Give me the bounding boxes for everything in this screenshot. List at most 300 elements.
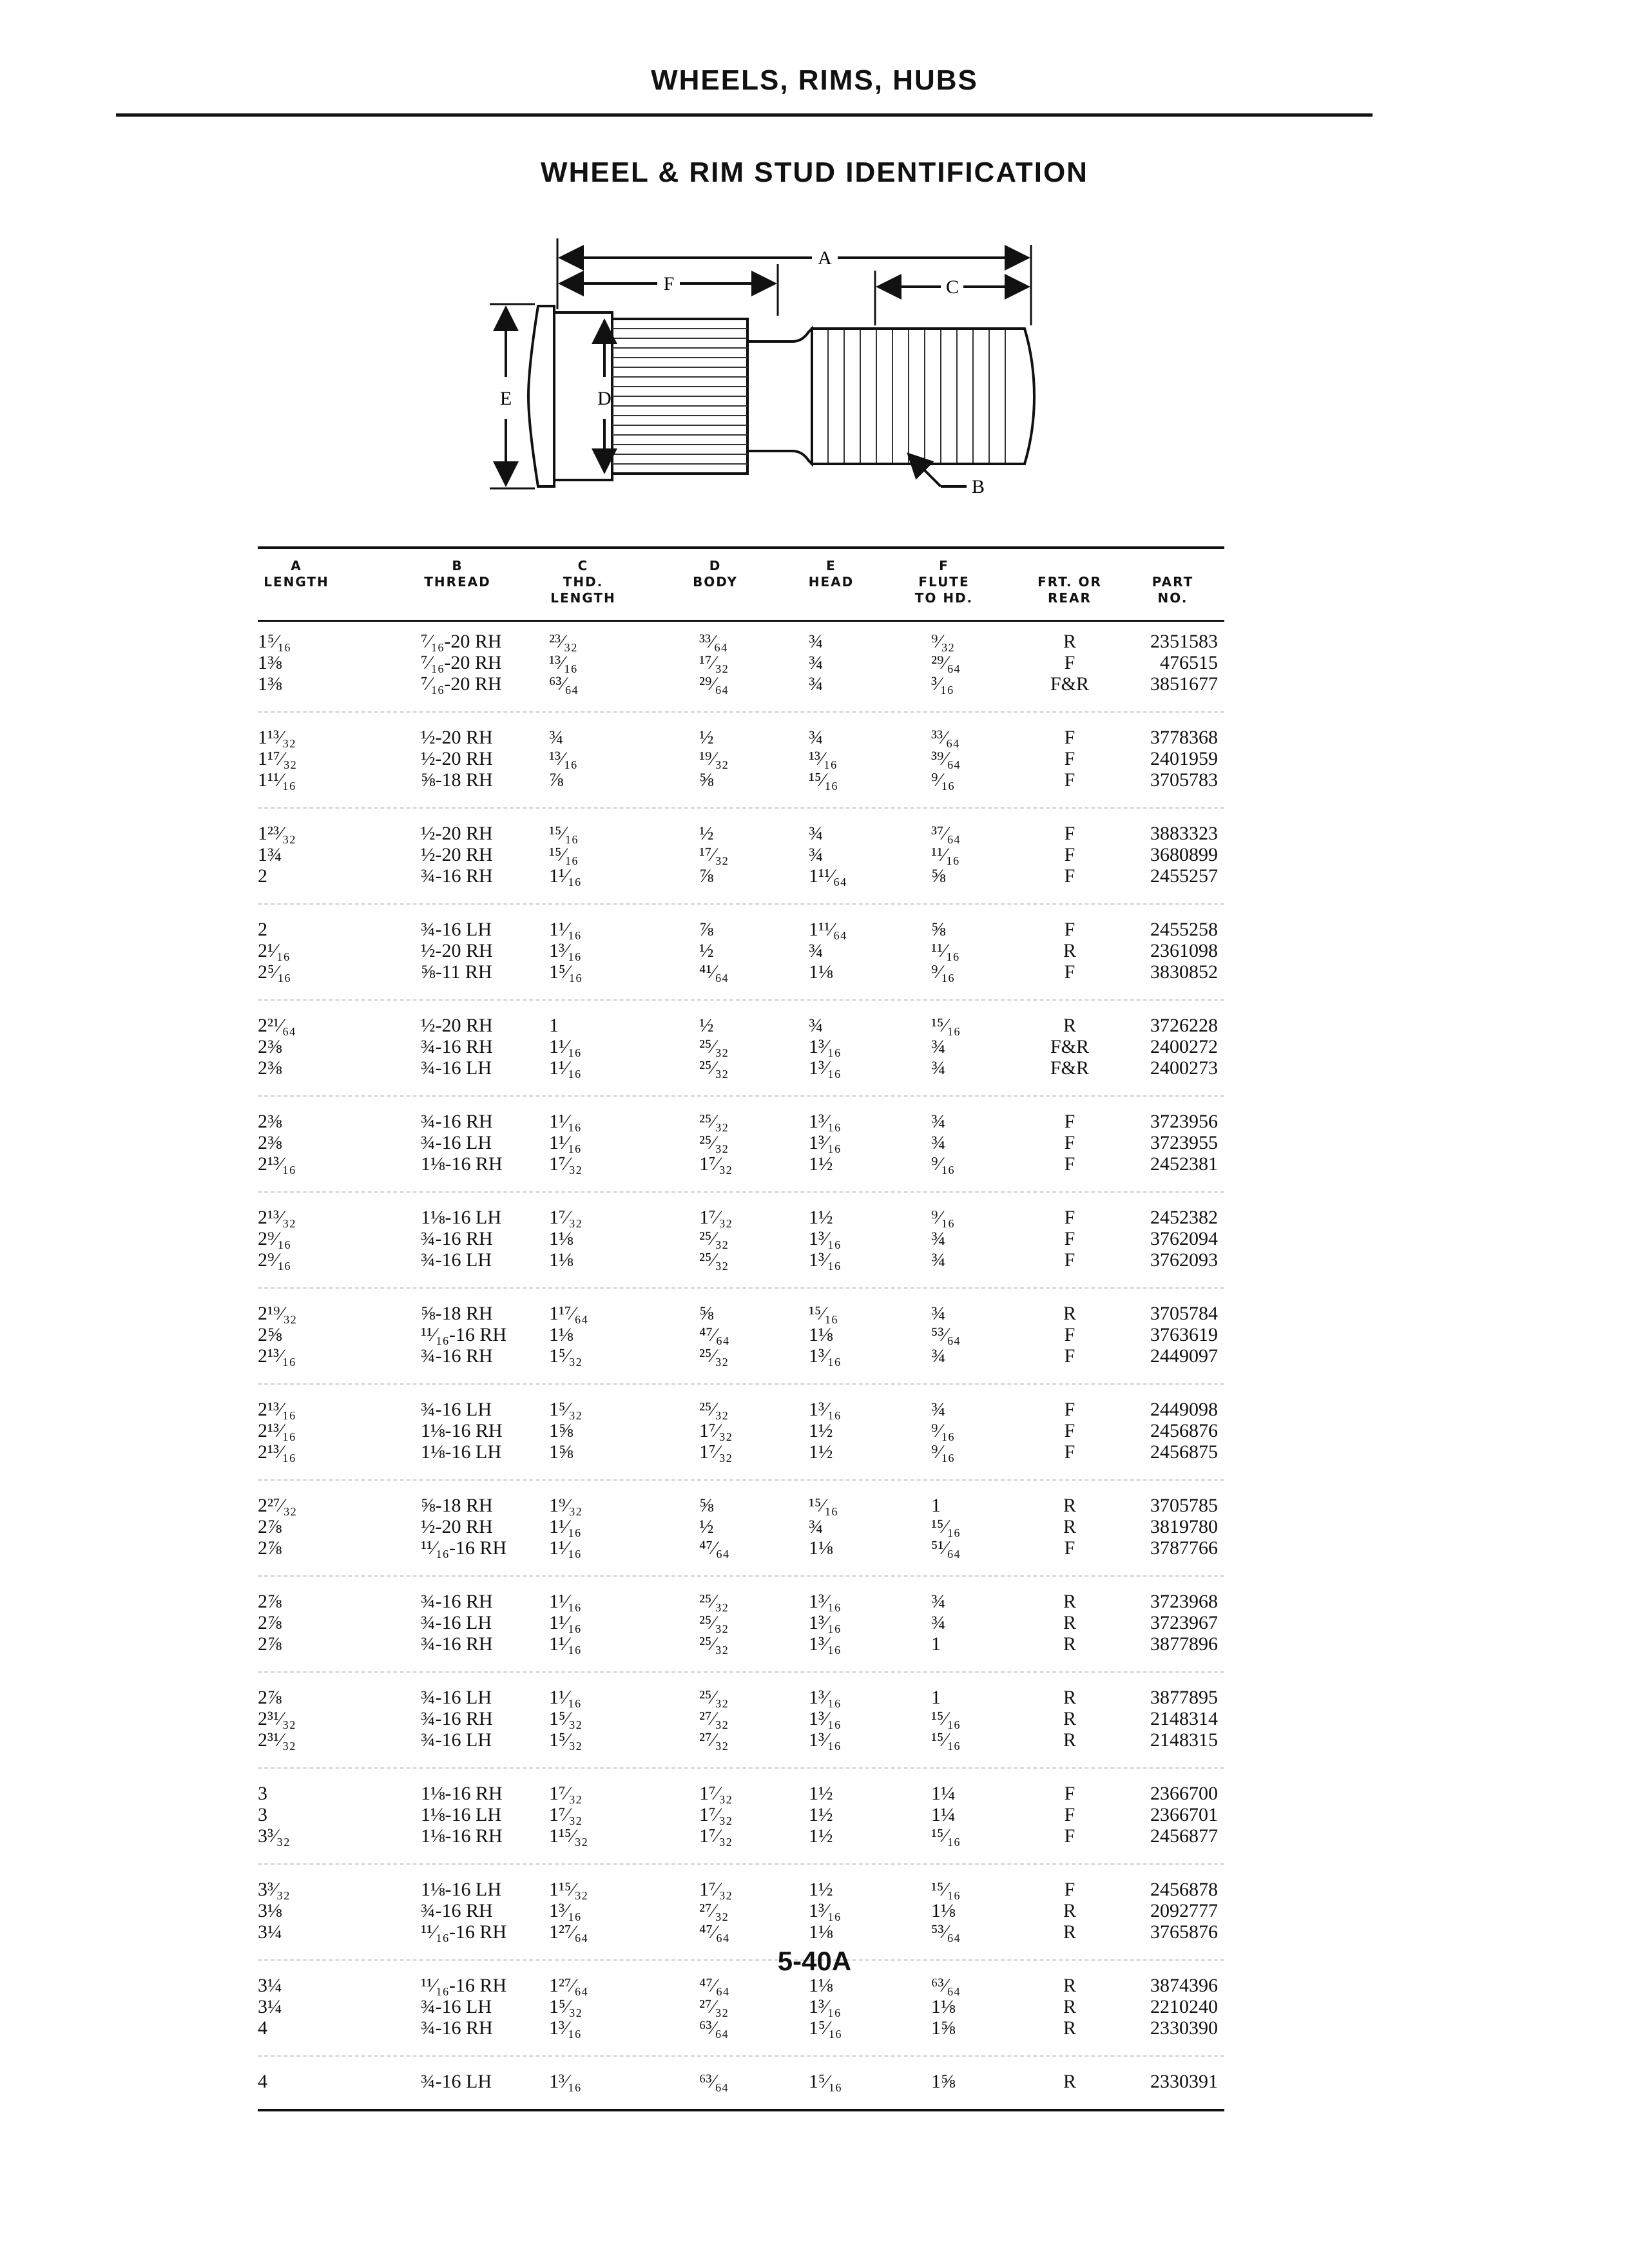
col-header-length: A LENGTH <box>264 558 329 590</box>
cell-thd-length: ⅞ <box>549 769 564 791</box>
cell-length: 2¹³⁄₃₂ <box>258 1207 296 1228</box>
cell-thread: ⅝-18 RH <box>421 769 493 791</box>
cell-front-rear: R <box>1063 1687 1076 1708</box>
dim-label-a: A <box>818 247 832 269</box>
cell-front-rear: R <box>1063 631 1076 652</box>
cell-body: ²⁵⁄₃₂ <box>699 1399 729 1420</box>
table-row <box>258 652 1224 673</box>
cell-front-rear: F <box>1064 1207 1075 1228</box>
row-group <box>258 1577 1224 1673</box>
cell-part-no: 3874396 <box>1150 1975 1218 1996</box>
table-row <box>258 1591 1224 1612</box>
cell-thd-length: 1¹⁄₁₆ <box>549 1132 581 1153</box>
table-row <box>258 2017 1224 2039</box>
cell-body: ⅝ <box>699 769 714 791</box>
table-row <box>258 1708 1224 1729</box>
cell-length: 3¼ <box>258 1996 282 2017</box>
cell-thread: ¹¹⁄₁₆-16 RH <box>421 1537 507 1559</box>
table-row <box>258 1495 1224 1516</box>
cell-thd-length: ¹⁵⁄₁₆ <box>549 823 579 844</box>
cell-thread: ¾-16 RH <box>421 1036 493 1057</box>
table-row <box>258 865 1224 887</box>
cell-thd-length: 1 <box>549 1015 559 1036</box>
row-group <box>258 1481 1224 1577</box>
row-group <box>258 1001 1224 1097</box>
cell-thread: ¹¹⁄₁₆-16 RH <box>421 1975 507 1996</box>
cell-length: 2⅞ <box>258 1633 282 1655</box>
cell-body: ¹⁹⁄₃₂ <box>699 748 729 769</box>
cell-length: 2 <box>258 865 267 887</box>
table-row <box>258 1537 1224 1559</box>
cell-front-rear: F <box>1064 1537 1075 1559</box>
cell-head: 1³⁄₁₆ <box>809 1057 841 1079</box>
table-row <box>258 940 1224 961</box>
cell-thread: ¾-16 RH <box>421 1111 493 1132</box>
cell-thread: ¾-16 LH <box>421 1249 492 1271</box>
cell-front-rear: F <box>1064 727 1075 748</box>
cell-front-rear: F <box>1064 652 1075 673</box>
cell-flute-to-head: 1⅝ <box>931 2017 956 2039</box>
cell-thd-length: 1¹⁄₁₆ <box>549 1111 581 1132</box>
cell-thd-length: 1⁵⁄₃₂ <box>549 1708 583 1729</box>
cell-thread: ¹¹⁄₁₆-16 RH <box>421 1921 507 1943</box>
cell-body: ¹⁷⁄₃₂ <box>699 652 729 673</box>
cell-front-rear: F <box>1064 844 1075 865</box>
cell-length: 2¹³⁄₁₆ <box>258 1153 296 1175</box>
cell-body: ⁴⁷⁄₆₄ <box>699 1537 729 1559</box>
table-row <box>258 748 1224 769</box>
cell-thread: ¾-16 RH <box>421 1345 493 1367</box>
cell-body: ²⁵⁄₃₂ <box>699 1036 729 1057</box>
cell-flute-to-head: ⁵¹⁄₆₄ <box>931 1537 961 1559</box>
cell-body: 1⁷⁄₃₂ <box>699 1783 733 1804</box>
cell-length: 4 <box>258 2017 267 2039</box>
stud-table <box>258 546 1224 2111</box>
col-header-flute: F FLUTE TO HD. <box>914 558 974 606</box>
cell-thd-length: 1¹⁄₁₆ <box>549 865 581 887</box>
cell-body: ²⁵⁄₃₂ <box>699 1633 729 1655</box>
cell-thread: ¾-16 RH <box>421 1228 493 1249</box>
cell-head: 1³⁄₁₆ <box>809 1345 841 1367</box>
cell-front-rear: F&R <box>1050 1036 1090 1057</box>
cell-flute-to-head: ¹⁵⁄₁₆ <box>931 1879 961 1900</box>
table-row <box>258 673 1224 695</box>
cell-thd-length: 1⅝ <box>549 1441 574 1463</box>
header-rule <box>116 113 1373 117</box>
cell-flute-to-head: ¾ <box>931 1132 946 1153</box>
cell-flute-to-head: ¾ <box>931 1612 946 1633</box>
dim-label-e: E <box>499 388 512 409</box>
cell-part-no: 2330390 <box>1150 2017 1218 2039</box>
cell-thd-length: 1⅝ <box>549 1420 574 1441</box>
cell-part-no: 2456877 <box>1150 1825 1218 1847</box>
cell-body: 1⁷⁄₃₂ <box>699 1207 733 1228</box>
cell-part-no: 2456875 <box>1150 1441 1218 1463</box>
cell-part-no: 2092777 <box>1150 1900 1218 1921</box>
cell-body: ½ <box>699 1516 714 1537</box>
cell-length: 2 <box>258 919 267 940</box>
cell-flute-to-head: 1¼ <box>931 1804 956 1825</box>
cell-part-no: 2361098 <box>1150 940 1218 961</box>
cell-part-no: 3763619 <box>1150 1324 1218 1345</box>
cell-thread: ¾-16 RH <box>421 1591 493 1612</box>
cell-flute-to-head: 1 <box>931 1687 941 1708</box>
cell-head: 1³⁄₁₆ <box>809 1228 841 1249</box>
cell-head: 1³⁄₁₆ <box>809 1708 841 1729</box>
cell-head: 1½ <box>809 1783 833 1804</box>
table-row <box>258 961 1224 983</box>
cell-body: 1⁷⁄₃₂ <box>699 1879 733 1900</box>
table-row <box>258 1345 1224 1367</box>
cell-flute-to-head: ²⁹⁄₆₄ <box>931 652 961 673</box>
cell-front-rear: F <box>1064 1879 1075 1900</box>
dim-label-c: C <box>945 276 959 298</box>
cell-flute-to-head: ¾ <box>931 1303 946 1324</box>
cell-flute-to-head: ⁹⁄₁₆ <box>931 961 955 983</box>
cell-flute-to-head: ¾ <box>931 1057 946 1079</box>
cell-front-rear: R <box>1063 1708 1076 1729</box>
table-row <box>258 1804 1224 1825</box>
cell-head: ¹⁵⁄₁₆ <box>809 1303 838 1324</box>
cell-part-no: 3877895 <box>1150 1687 1218 1708</box>
cell-thd-length: ²³⁄₃₂ <box>549 631 577 652</box>
cell-body: ²⁵⁄₃₂ <box>699 1591 729 1612</box>
cell-thread: ¾-16 RH <box>421 1900 493 1921</box>
cell-thread: ½-20 RH <box>421 748 493 769</box>
cell-front-rear: F <box>1064 1825 1075 1847</box>
cell-flute-to-head: ¾ <box>931 1345 946 1367</box>
cell-front-rear: F <box>1064 865 1075 887</box>
cell-thread: ½-20 RH <box>421 940 493 961</box>
table-row <box>258 844 1224 865</box>
cell-length: 2¹⁹⁄₃₂ <box>258 1303 297 1324</box>
cell-body: ¹⁷⁄₃₂ <box>699 844 729 865</box>
cell-head: 1³⁄₁₆ <box>809 1036 841 1057</box>
cell-front-rear: F <box>1064 1345 1075 1367</box>
cell-part-no: 3830852 <box>1150 961 1218 983</box>
cell-length: 2⁹⁄₁₆ <box>258 1228 291 1249</box>
page-number: 5-40A <box>777 1946 852 1976</box>
cell-flute-to-head: ⁹⁄₁₆ <box>931 1153 955 1175</box>
cell-body: ⁴⁷⁄₆₄ <box>699 1921 729 1943</box>
cell-body: ²⁵⁄₃₂ <box>699 1228 729 1249</box>
cell-length: 4 <box>258 2071 267 2092</box>
cell-head: 1³⁄₁₆ <box>809 1612 841 1633</box>
cell-head: 1¹¹⁄₆₄ <box>809 865 847 887</box>
cell-part-no: 3723956 <box>1150 1111 1218 1132</box>
cell-part-no: 2210240 <box>1150 1996 1218 2017</box>
cell-head: ¾ <box>809 673 824 695</box>
cell-length: 3³⁄₃₂ <box>258 1825 290 1847</box>
cell-length: 2⅞ <box>258 1516 282 1537</box>
cell-front-rear: F <box>1064 1228 1075 1249</box>
cell-thread: ½-20 RH <box>421 727 493 748</box>
table-row <box>258 1729 1224 1751</box>
cell-thread: ¾-16 LH <box>421 1132 492 1153</box>
cell-thd-length: 1⁷⁄₃₂ <box>549 1153 583 1175</box>
cell-length: 2³¹⁄₃₂ <box>258 1708 296 1729</box>
cell-head: 1½ <box>809 1420 833 1441</box>
col-header-head: E HEAD <box>808 558 854 590</box>
cell-front-rear: F <box>1064 748 1075 769</box>
cell-thd-length: ⁶³⁄₆₄ <box>549 673 579 695</box>
cell-flute-to-head: 1¼ <box>931 1783 956 1804</box>
cell-thread: ⅝-18 RH <box>421 1303 493 1324</box>
cell-part-no: 3705785 <box>1150 1495 1218 1516</box>
cell-flute-to-head: ⁹⁄₁₆ <box>931 1441 955 1463</box>
cell-thread: 1⅛-16 RH <box>421 1825 503 1847</box>
cell-thd-length: 1²⁷⁄₆₄ <box>549 1921 588 1943</box>
cell-flute-to-head: ⁶³⁄₆₄ <box>931 1975 961 1996</box>
cell-front-rear: F <box>1064 769 1075 791</box>
cell-flute-to-head: ¹⁵⁄₁₆ <box>931 1015 961 1036</box>
cell-head: ¾ <box>809 1015 824 1036</box>
cell-body: ²⁵⁄₃₂ <box>699 1687 729 1708</box>
table-row <box>258 1207 1224 1228</box>
cell-front-rear: F <box>1064 961 1075 983</box>
cell-flute-to-head: ¹⁵⁄₁₆ <box>931 1516 961 1537</box>
cell-head: 1½ <box>809 1825 833 1847</box>
cell-head: 1³⁄₁₆ <box>809 1633 841 1655</box>
cell-part-no: 3705783 <box>1150 769 1218 791</box>
cell-flute-to-head: ³⁄₁₆ <box>931 673 954 695</box>
table-row <box>258 1975 1224 1996</box>
cell-head: 1⅛ <box>809 961 833 983</box>
cell-head: 1½ <box>809 1879 833 1900</box>
cell-body: ⁴⁷⁄₆₄ <box>699 1975 729 1996</box>
col-header-body: D BODY <box>693 558 738 590</box>
cell-front-rear: R <box>1063 2071 1076 2092</box>
table-row <box>258 1015 1224 1036</box>
cell-thd-length: 1¹⁄₁₆ <box>549 1537 581 1559</box>
cell-length: 2⅜ <box>258 1111 282 1132</box>
cell-thread: ¾-16 LH <box>421 1729 492 1751</box>
cell-flute-to-head: ¾ <box>931 1036 946 1057</box>
cell-flute-to-head: ⁹⁄₃₂ <box>931 631 955 652</box>
cell-front-rear: R <box>1063 1900 1076 1921</box>
cell-length: 2²¹⁄₆₄ <box>258 1015 296 1036</box>
cell-front-rear: F <box>1064 1783 1075 1804</box>
table-row <box>258 1228 1224 1249</box>
cell-part-no: 3705784 <box>1150 1303 1218 1324</box>
cell-flute-to-head: 1 <box>931 1633 941 1655</box>
cell-body: 1⁷⁄₃₂ <box>699 1825 733 1847</box>
cell-length: 1⅜ <box>258 652 282 673</box>
cell-thread: ¾-16 LH <box>421 1612 492 1633</box>
cell-part-no: 476515 <box>1160 652 1218 673</box>
cell-head: 1³⁄₁₆ <box>809 1687 841 1708</box>
cell-flute-to-head: ¾ <box>931 1591 946 1612</box>
cell-thd-length: 1³⁄₁₆ <box>549 2017 581 2039</box>
cell-body: ⁶³⁄₆₄ <box>699 2017 729 2039</box>
cell-flute-to-head: ³⁹⁄₆₄ <box>931 748 961 769</box>
cell-length: 2⅜ <box>258 1057 282 1079</box>
cell-flute-to-head: ⁹⁄₁₆ <box>931 769 955 791</box>
cell-part-no: 2452381 <box>1150 1153 1218 1175</box>
cell-thd-length: 1³⁄₁₆ <box>549 2071 581 2092</box>
cell-part-no: 2351583 <box>1150 631 1218 652</box>
cell-front-rear: R <box>1063 1996 1076 2017</box>
cell-thd-length: 1⁵⁄₃₂ <box>549 1729 583 1751</box>
table-row <box>258 1879 1224 1900</box>
cell-thd-length: ¾ <box>549 727 564 748</box>
cell-body: ⅞ <box>699 919 714 940</box>
cell-thread: ½-20 RH <box>421 1015 493 1036</box>
cell-thd-length: ¹³⁄₁₆ <box>549 652 577 673</box>
table-row <box>258 1441 1224 1463</box>
table-row <box>258 1900 1224 1921</box>
cell-thd-length: 1⁷⁄₃₂ <box>549 1804 583 1825</box>
cell-front-rear: F <box>1064 1399 1075 1420</box>
cell-flute-to-head: ¹¹⁄₁₆ <box>931 844 959 865</box>
section-title: WHEEL & RIM STUD IDENTIFICATION <box>541 157 1088 188</box>
row-group <box>258 1289 1224 1385</box>
cell-thread: ⅝-11 RH <box>421 961 492 983</box>
cell-length: 3¼ <box>258 1921 282 1943</box>
table-row <box>258 823 1224 844</box>
cell-part-no: 3819780 <box>1150 1516 1218 1537</box>
table-row <box>258 1249 1224 1271</box>
cell-length: 2⅜ <box>258 1132 282 1153</box>
cell-part-no: 3723955 <box>1150 1132 1218 1153</box>
cell-length: 2¹³⁄₁₆ <box>258 1420 296 1441</box>
cell-thread: ¾-16 LH <box>421 2071 492 2092</box>
cell-flute-to-head: ¾ <box>931 1111 946 1132</box>
cell-part-no: 3883323 <box>1150 823 1218 844</box>
dim-label-f: F <box>663 273 675 294</box>
table-row <box>258 1303 1224 1324</box>
cell-flute-to-head: ¾ <box>931 1249 946 1271</box>
cell-body: ⁶³⁄₆₄ <box>699 2071 729 2092</box>
cell-thd-length: 1³⁄₁₆ <box>549 940 581 961</box>
cell-body: ²⁵⁄₃₂ <box>699 1612 729 1633</box>
cell-length: 3⅛ <box>258 1900 282 1921</box>
cell-length: 3³⁄₃₂ <box>258 1879 290 1900</box>
cell-body: ½ <box>699 823 714 844</box>
cell-front-rear: F <box>1064 823 1075 844</box>
table-row <box>258 631 1224 652</box>
cell-thd-length: ¹³⁄₁₆ <box>549 748 577 769</box>
cell-part-no: 2366700 <box>1150 1783 1218 1804</box>
cell-thd-length: ¹⁵⁄₁₆ <box>549 844 579 865</box>
cell-length: 2²⁷⁄₃₂ <box>258 1495 297 1516</box>
cell-front-rear: F&R <box>1050 1057 1090 1079</box>
cell-head: ¹⁵⁄₁₆ <box>809 769 838 791</box>
cell-thread: ½-20 RH <box>421 844 493 865</box>
cell-thread: ¾-16 RH <box>421 1708 493 1729</box>
cell-front-rear: F <box>1064 1111 1075 1132</box>
cell-flute-to-head: ⁹⁄₁₆ <box>931 1207 955 1228</box>
cell-body: ⁴⁷⁄₆₄ <box>699 1324 729 1345</box>
page-header-title: WHEELS, RIMS, HUBS <box>651 64 978 96</box>
cell-part-no: 2455258 <box>1150 919 1218 940</box>
cell-length: 1¹⁷⁄₃₂ <box>258 748 297 769</box>
cell-body: ½ <box>699 1015 714 1036</box>
table-row <box>258 919 1224 940</box>
cell-head: 1⁵⁄₁₆ <box>809 2071 842 2092</box>
cell-part-no: 2148314 <box>1150 1708 1218 1729</box>
cell-thread: ⁷⁄₁₆-20 RH <box>421 652 502 673</box>
table-row <box>258 1633 1224 1655</box>
cell-thd-length: 1²⁷⁄₆₄ <box>549 1975 588 1996</box>
cell-front-rear: R <box>1063 1633 1076 1655</box>
cell-thd-length: 1⁹⁄₃₂ <box>549 1495 583 1516</box>
cell-length: 2⁹⁄₁₆ <box>258 1249 291 1271</box>
cell-flute-to-head: 1⅝ <box>931 2071 956 2092</box>
cell-part-no: 3723967 <box>1150 1612 1218 1633</box>
cell-front-rear: R <box>1063 1612 1076 1633</box>
cell-head: 1⅛ <box>809 1537 833 1559</box>
cell-flute-to-head: ⅝ <box>931 865 946 887</box>
cell-body: ²⁵⁄₃₂ <box>699 1249 729 1271</box>
row-group <box>258 2057 1224 2109</box>
cell-flute-to-head: ¾ <box>931 1228 946 1249</box>
cell-thread: ⁷⁄₁₆-20 RH <box>421 631 502 652</box>
cell-head: 1³⁄₁₆ <box>809 1249 841 1271</box>
cell-thd-length: 1¹⁄₁₆ <box>549 1633 581 1655</box>
col-header-thread: B THREAD <box>424 558 491 590</box>
cell-front-rear: R <box>1063 2017 1076 2039</box>
table-row <box>258 1324 1224 1345</box>
cell-part-no: 2148315 <box>1150 1729 1218 1751</box>
cell-head: 1³⁄₁₆ <box>809 1399 841 1420</box>
cell-front-rear: F <box>1064 1132 1075 1153</box>
cell-part-no: 3851677 <box>1150 673 1218 695</box>
cell-thd-length: 1⅛ <box>549 1324 574 1345</box>
row-group <box>258 1193 1224 1289</box>
cell-thread: ½-20 RH <box>421 823 493 844</box>
cell-thd-length: 1⁵⁄₃₂ <box>549 1996 583 2017</box>
col-header-front-rear: FRT. OR REAR <box>1037 574 1102 606</box>
table-row <box>258 1516 1224 1537</box>
table-row <box>258 769 1224 791</box>
stud-diagram <box>451 232 1095 503</box>
cell-thread: ¾-16 LH <box>421 1996 492 2017</box>
cell-body: ⁴¹⁄₆₄ <box>699 961 729 983</box>
cell-thd-length: 1⅛ <box>549 1228 574 1249</box>
table-row <box>258 1132 1224 1153</box>
cell-front-rear: F <box>1064 919 1075 940</box>
table-row <box>258 1612 1224 1633</box>
cell-head: ¹³⁄₁₆ <box>809 748 837 769</box>
cell-thread: 1⅛-16 LH <box>421 1441 501 1463</box>
cell-body: ²⁷⁄₃₂ <box>699 1900 729 1921</box>
cell-head: 1¹¹⁄₆₄ <box>809 919 847 940</box>
row-group <box>258 1673 1224 1769</box>
cell-front-rear: R <box>1063 1975 1076 1996</box>
table-row <box>258 1996 1224 2017</box>
cell-part-no: 3765876 <box>1150 1921 1218 1943</box>
cell-flute-to-head: 1⅛ <box>931 1996 956 2017</box>
cell-length: 3 <box>258 1804 267 1825</box>
cell-flute-to-head: ¹⁵⁄₁₆ <box>931 1729 961 1751</box>
cell-head: 1⅛ <box>809 1324 833 1345</box>
row-group <box>258 809 1224 905</box>
cell-head: ¾ <box>809 1516 824 1537</box>
cell-thread: ¾-16 RH <box>421 2017 493 2039</box>
table-row <box>258 1687 1224 1708</box>
cell-length: 2⅝ <box>258 1324 282 1345</box>
cell-length: 2¹³⁄₁₆ <box>258 1399 296 1420</box>
cell-head: ¾ <box>809 727 824 748</box>
cell-front-rear: R <box>1063 940 1076 961</box>
cell-front-rear: R <box>1063 1729 1076 1751</box>
cell-thread: ¾-16 LH <box>421 919 492 940</box>
cell-thd-length: 1⁵⁄₃₂ <box>549 1345 583 1367</box>
cell-thread: ¾-16 RH <box>421 865 493 887</box>
cell-part-no: 2400272 <box>1150 1036 1218 1057</box>
cell-part-no: 2455257 <box>1150 865 1218 887</box>
